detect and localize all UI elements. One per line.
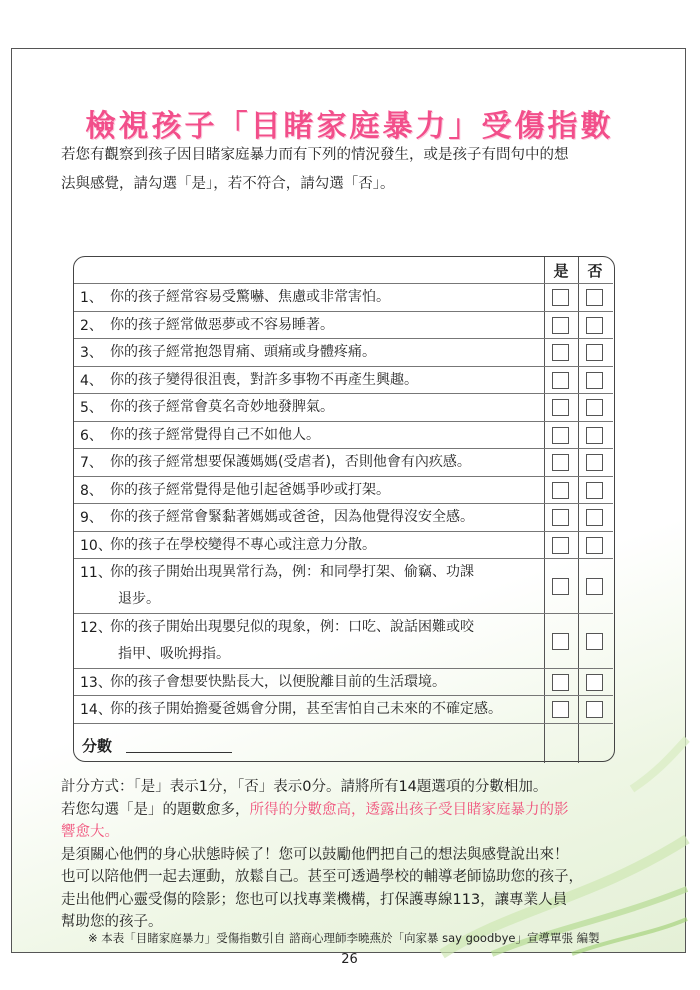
yes-checkbox[interactable] <box>552 509 569 526</box>
question-text: 你的孩子開始擔憂爸媽會分開，甚至害怕自己未來的不確定感。 <box>110 701 502 717</box>
page-number: 26 <box>341 952 358 967</box>
yes-checkbox[interactable] <box>552 289 569 306</box>
yes-checkbox[interactable] <box>552 372 569 389</box>
table-row <box>74 532 613 559</box>
table-row <box>74 339 613 367</box>
question-number: 4、 <box>80 373 103 389</box>
score-label: 分數 <box>82 737 113 755</box>
table-row <box>74 422 613 449</box>
questionnaire-table <box>73 256 615 762</box>
table-row <box>74 477 613 504</box>
yes-checkbox[interactable] <box>552 674 569 691</box>
yes-checkbox[interactable] <box>552 317 569 334</box>
question-text: 你的孩子開始出現異常行為，例：和同學打架、偷竊、功課 <box>110 564 474 580</box>
question-text: 你的孩子經常覺得是他引起爸媽爭吵或打架。 <box>110 482 390 498</box>
table-row <box>74 559 613 614</box>
no-checkbox[interactable] <box>586 578 603 595</box>
question-number: 8、 <box>80 483 103 499</box>
table-row <box>74 696 613 724</box>
header-yes: 是 <box>553 262 569 280</box>
no-checkbox[interactable] <box>586 344 603 361</box>
source-footnote: ※ 本表「目睹家庭暴力」受傷指數引自 諮商心理師李曉燕於「向家暴 say goodbye」宣導單張 編製 <box>88 931 600 945</box>
question-number: 5、 <box>80 400 103 416</box>
question-text: 你的孩子經常會緊黏著媽媽或爸爸，因為他覺得沒安全感。 <box>110 509 474 525</box>
no-checkbox[interactable] <box>586 633 603 650</box>
advice-line: 也可以陪他們一起去運動，放鬆自己。甚至可透過學校的輔導老師協助您的孩子， <box>61 869 583 885</box>
yes-checkbox[interactable] <box>552 399 569 416</box>
table-row <box>74 669 613 696</box>
question-text: 你的孩子經常會莫名奇妙地發脾氣。 <box>110 399 334 415</box>
question-text: 你的孩子經常覺得自己不如他人。 <box>110 427 320 443</box>
advice-line: 是須關心他們的身心狀態時候了！您可以鼓勵他們把自己的想法與感覺說出來！ <box>61 846 569 863</box>
question-number: 1、 <box>80 290 103 306</box>
question-text: 你的孩子經常做惡夢或不容易睡著。 <box>110 317 334 333</box>
scoring-line-part: 若您勾選「是」的題數愈多， <box>61 801 250 818</box>
question-number: 6、 <box>80 428 103 444</box>
table-row <box>74 449 613 477</box>
no-checkbox[interactable] <box>586 537 603 554</box>
table-row <box>74 614 613 669</box>
table-row <box>74 504 613 532</box>
advice-line: 幫助您的孩子。 <box>61 914 163 930</box>
header-no: 否 <box>587 262 603 280</box>
question-number: 10、 <box>80 538 112 554</box>
scoring-explanation <box>61 776 651 934</box>
question-text: 你的孩子經常想要保護媽媽(受虐者)，否則他會有內疚感。 <box>110 454 471 470</box>
score-row <box>74 724 613 763</box>
yes-checkbox[interactable] <box>552 537 569 554</box>
question-number: 11、 <box>80 565 112 581</box>
no-checkbox[interactable] <box>586 399 603 416</box>
yes-checkbox[interactable] <box>552 578 569 595</box>
question-number: 7、 <box>80 455 103 471</box>
no-checkbox[interactable] <box>586 509 603 526</box>
score-input-line[interactable] <box>126 752 232 753</box>
question-text: 你的孩子變得很沮喪，對許多事物不再產生興趣。 <box>110 372 418 388</box>
yes-checkbox[interactable] <box>552 344 569 361</box>
advice-line: 走出他們心靈受傷的陰影；您也可以找專業機構，打保護專線113，讓專業人員 <box>61 891 568 908</box>
scoring-highlight: 所得的分數愈高，透露出孩子受目睹家庭暴力的影 <box>249 801 569 818</box>
table-row <box>74 394 613 422</box>
question-text: 你的孩子在學校變得不專心或注意力分散。 <box>110 537 376 553</box>
no-checkbox[interactable] <box>586 482 603 499</box>
page-title: 檢視孩子「目睹家庭暴力」受傷指數 <box>85 109 614 144</box>
yes-checkbox[interactable] <box>552 482 569 499</box>
question-number: 9、 <box>80 510 103 526</box>
no-checkbox[interactable] <box>586 372 603 389</box>
question-text: 你的孩子經常抱怨胃痛、頭痛或身體疼痛。 <box>110 344 376 360</box>
yes-checkbox[interactable] <box>552 427 569 444</box>
yes-checkbox[interactable] <box>552 454 569 471</box>
question-number: 12、 <box>80 620 112 636</box>
yes-checkbox[interactable] <box>552 701 569 718</box>
question-number: 3、 <box>80 345 103 361</box>
question-text: 你的孩子經常容易受驚嚇、焦慮或非常害怕。 <box>110 289 390 305</box>
question-number: 2、 <box>80 318 103 334</box>
question-text-continued: 退步。 <box>118 591 160 607</box>
no-checkbox[interactable] <box>586 317 603 334</box>
intro-line: 法與感覺，請勾選「是」，若不符合，請勾選「否」。 <box>61 176 395 192</box>
no-checkbox[interactable] <box>586 427 603 444</box>
question-text: 你的孩子會想要快點長大，以便脫離目前的生活環境。 <box>110 674 446 690</box>
intro-text <box>61 141 646 199</box>
question-number: 13、 <box>80 675 112 691</box>
no-checkbox[interactable] <box>586 674 603 691</box>
no-checkbox[interactable] <box>586 289 603 306</box>
no-checkbox[interactable] <box>586 701 603 718</box>
table-row <box>74 367 613 394</box>
table-row <box>74 312 613 339</box>
document-page <box>11 48 686 967</box>
yes-checkbox[interactable] <box>552 633 569 650</box>
scoring-line <box>61 799 651 822</box>
intro-line: 若您有觀察到孩子因目睹家庭暴力而有下列的情況發生，或是孩子有問句中的想 <box>61 147 569 163</box>
scoring-highlight: 響愈大。 <box>61 824 119 840</box>
no-checkbox[interactable] <box>586 454 603 471</box>
table-header-row <box>74 257 613 284</box>
scoring-line: 計分方式：「是」表示1分，「否」表示0分。請將所有14題選項的分數相加。 <box>61 779 548 795</box>
question-text: 你的孩子開始出現嬰兒似的現象，例：口吃、說話困難或咬 <box>110 619 474 635</box>
table-row <box>74 284 613 312</box>
question-number: 14、 <box>80 702 112 718</box>
question-text-continued: 指甲、吸吮拇指。 <box>118 646 230 662</box>
